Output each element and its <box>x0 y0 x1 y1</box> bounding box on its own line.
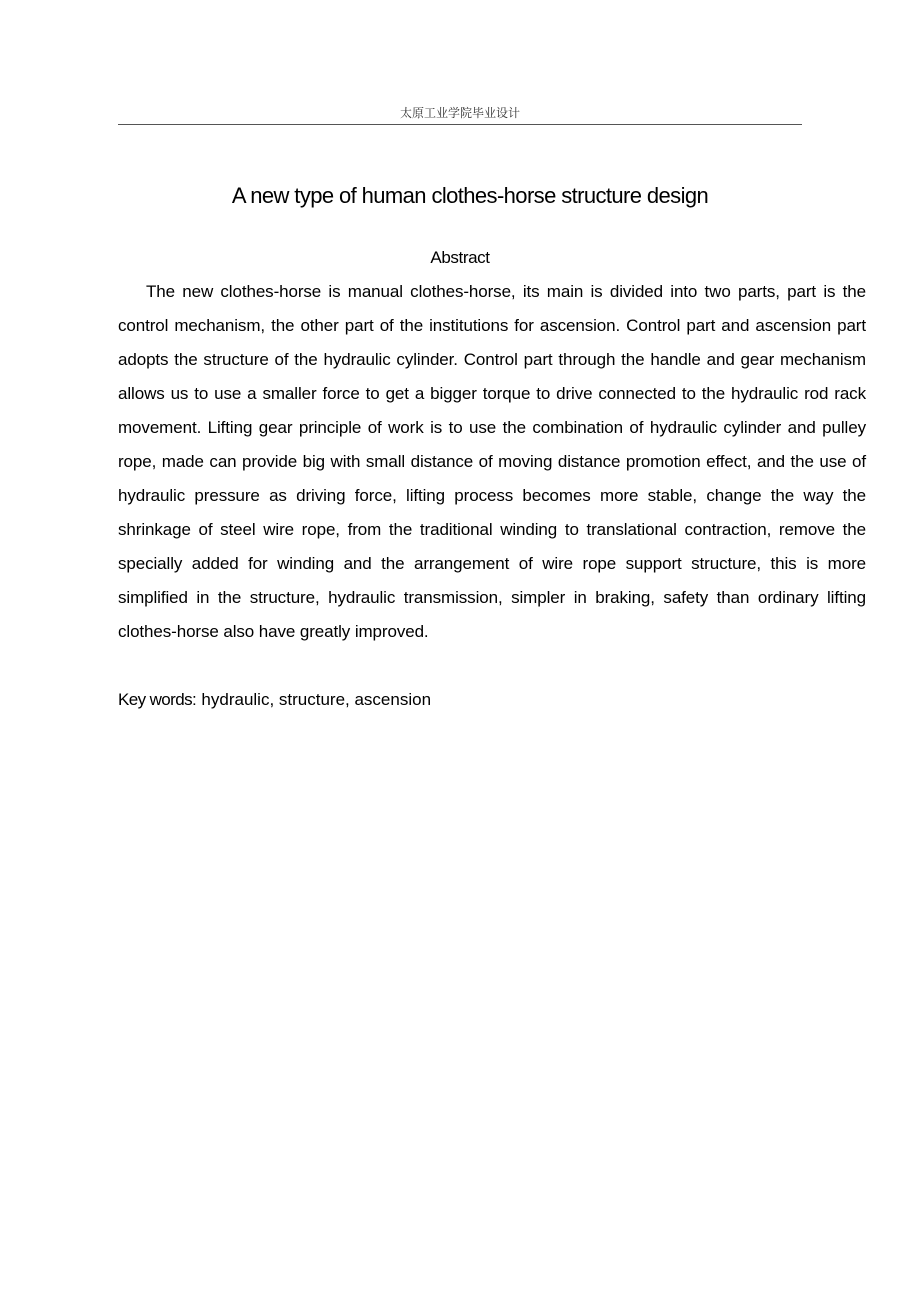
header-divider <box>118 124 802 125</box>
running-header: 太原工业学院毕业设计 <box>399 106 520 120</box>
keywords-label: Key words <box>118 690 192 709</box>
abstract-heading: Abstract <box>430 248 490 267</box>
keywords-list: : hydraulic, structure, ascension <box>191 690 432 709</box>
abstract-paragraph: The new clothes-horse is manual clothes-horse, its main is divided into two parts, part is the control mechanism, the other part of the institutions for ascension. Control part and ascension part adopts the structure of the hydraulic cylinder. Control part through the handle and gear mechanism allows us to use a smaller force to get a bigger torque to drive connected to the hydraulic rod rack movement. Lifting gear principle of work is to use the combination of hydraulic cylinder and pulley rope, made can provide big with small distance of moving distance promotion effect, and the use of hydraulic pressure as driving force, lifting process becomes more stable, change the way the shrinkage of steel wire rope, from the traditional winding to translational contraction, remove the specially added for winding and the arrangement of wire rope support structure, this is more simplified in the structure, hydraulic transmission, simpler in braking, safety than ordinary lifting clothes-horse also have greatly improved. <box>118 282 866 641</box>
document-title: A new type of human clothes-horse structure design <box>231 183 709 208</box>
keywords-line <box>118 683 818 717</box>
